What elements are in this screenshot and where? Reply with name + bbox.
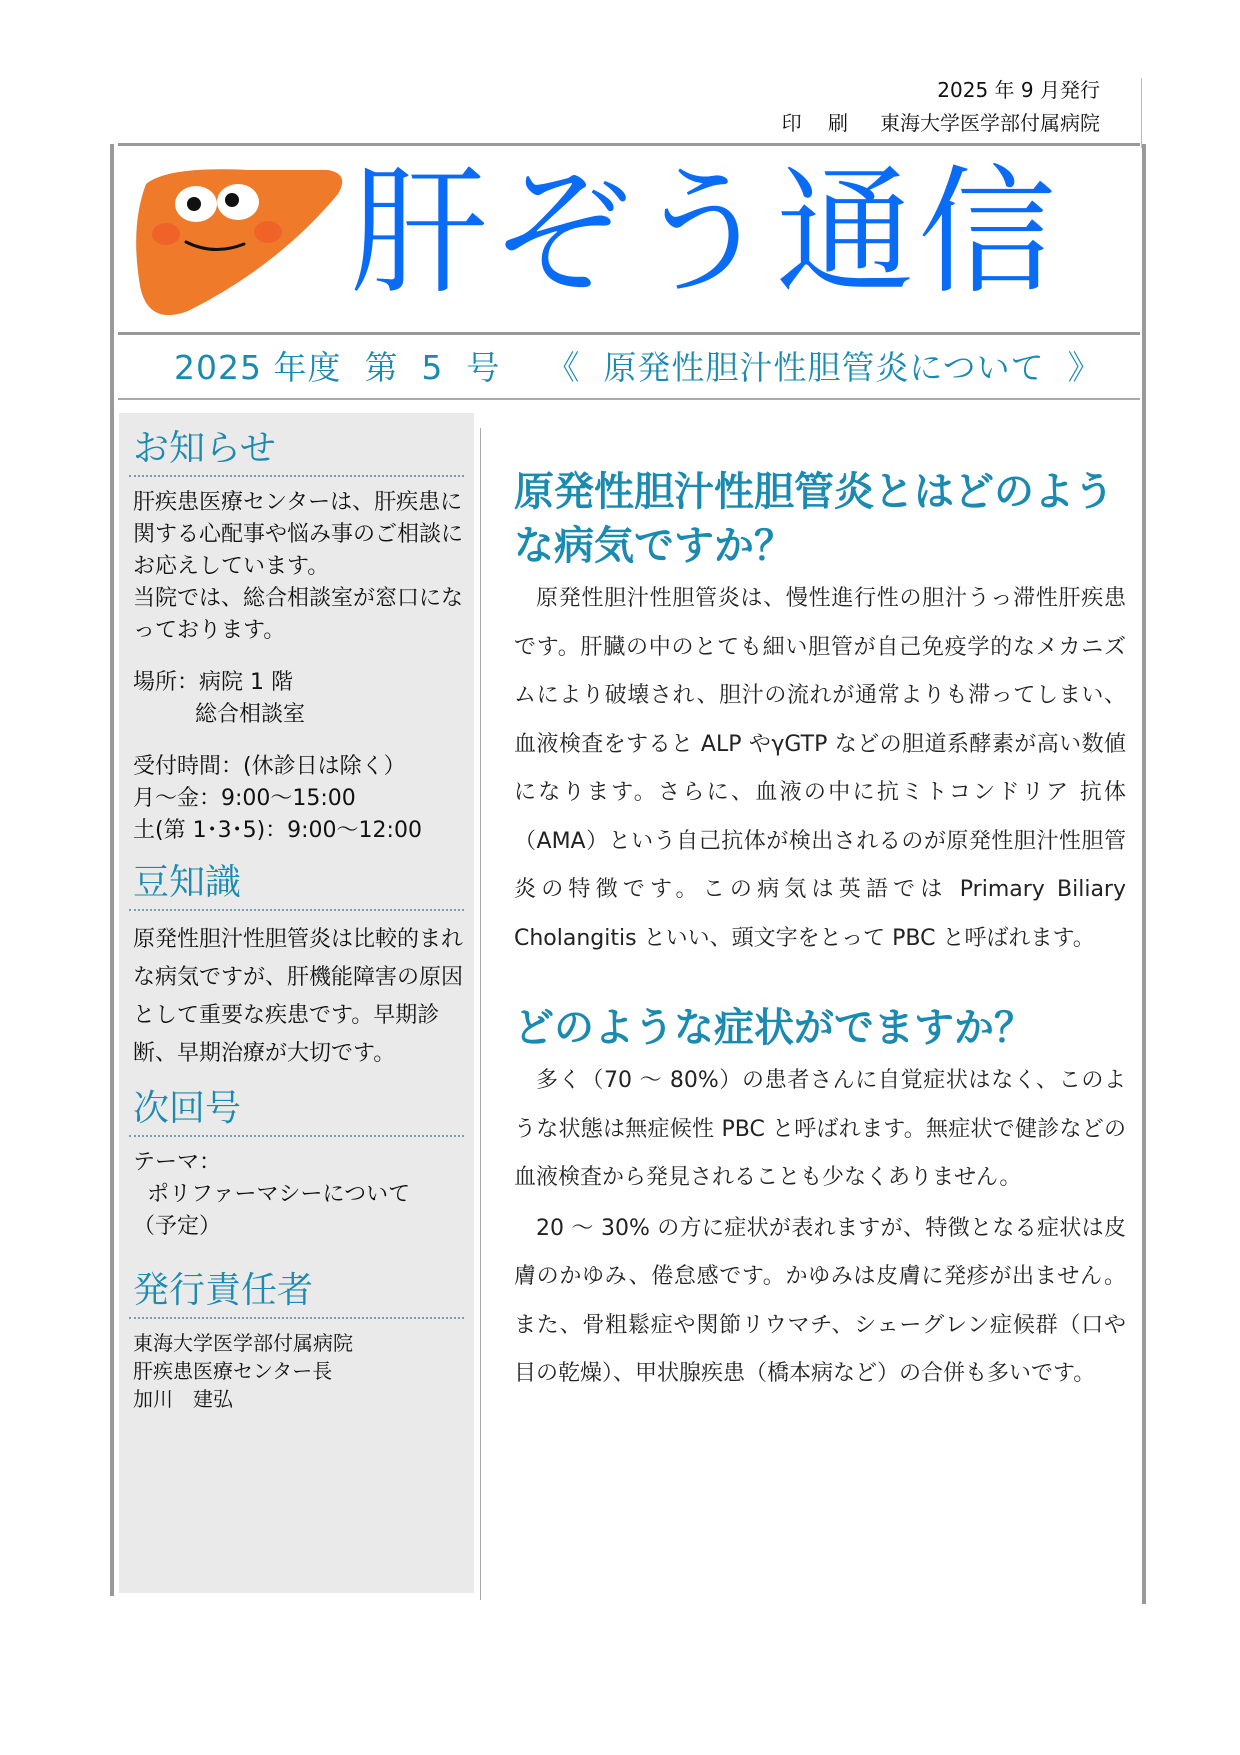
theme-label: テーマ：: [133, 1150, 222, 1175]
frame-border-right: [1142, 144, 1146, 1604]
trivia-section: [119, 847, 474, 1073]
notice-heading: お知らせ: [133, 428, 276, 469]
printer-line: [782, 107, 1100, 140]
section-what-is-pbc: [514, 465, 1126, 963]
notice-paragraph: 肝疾患医療センターは、肝疾患に関する心配事や悩み事のご相談にお応えしています。: [133, 490, 464, 579]
hours-saturday: 土(第 1･3･5)：9:00～12:00: [133, 818, 422, 843]
trivia-text: 原発性胆汁性胆管炎は比較的まれな病気ですが、肝機能障害の原因として重要な疾患です。早期診断、早期治療が大切です。: [133, 927, 464, 1066]
publisher-title: 肝疾患医療センター長: [133, 1359, 333, 1383]
issue-meta: [782, 74, 1100, 140]
masthead: [118, 143, 1140, 335]
printer-label: 印 刷: [781, 111, 858, 135]
column-divider: [480, 428, 481, 1600]
publisher-section: [119, 1255, 474, 1413]
issue-date: 2025 年 9 月発行: [937, 78, 1100, 102]
publisher-name: 加川 建弘: [133, 1387, 233, 1411]
trivia-heading: 豆知識: [133, 862, 242, 903]
publisher-org: 東海大学医学部付属病院: [133, 1331, 353, 1355]
section-heading: 原発性胆汁性胆管炎とはどのような病気ですか？: [514, 469, 1114, 569]
section-body: 20 ～ 30% の方に症状が表れますが、特徴となる症状は皮膚のかゆみ、倦怠感です。かゆみは皮膚に発疹が出ません。また、骨粗鬆症や関節リウマチ、シェーグレン症候群（口や目の乾燥）、甲状腺疾患（橋本病など）の合併も多いです。: [514, 1215, 1126, 1386]
main-article: [514, 465, 1126, 1399]
frame-border-left: [110, 144, 114, 1596]
section-heading: どのような症状がでますか？: [514, 1005, 1034, 1051]
newsletter-title: 肝ぞう通信: [350, 152, 1061, 313]
sidebar: [119, 413, 474, 1593]
hours-weekday: 月～金：9:00～15:00: [133, 786, 356, 811]
hours-label: 受付時間：(休診日は除く）: [133, 754, 406, 779]
issue-number-theme: 2025 年度 第 5 号 《 原発性胆汁性胆管炎について 》: [174, 348, 1102, 387]
liver-mascot-icon: [128, 156, 348, 321]
notice-paragraph: 当院では、総合相談室が窓口になっております。: [133, 586, 464, 643]
publisher-heading: 発行責任者: [133, 1270, 314, 1311]
location-room: 総合相談室: [195, 702, 306, 727]
next-issue-section: [119, 1073, 474, 1243]
frame-line: [1141, 78, 1142, 148]
next-issue-heading: 次回号: [133, 1088, 242, 1129]
section-body: 多く（70 ～ 80%）の患者さんに自覚症状はなく、このような状態は無症候性 PBC と呼ばれます。無症状で健診などの血液検査から発見されることも少なくありません。: [514, 1068, 1126, 1190]
section-symptoms: [514, 1001, 1126, 1399]
printer-name: 東海大学医学部付属病院: [880, 111, 1100, 135]
issue-band: [118, 332, 1140, 400]
section-body: 原発性胆汁性胆管炎は、慢性進行性の胆汁うっ滞性肝疾患です。肝臓の中のとても細い胆管が自己免疫学的なメカニズムにより破壊され、胆汁の流れが通常よりも滞ってしまい、血液検査をすると ALP やγGTP などの胆道系酵素が高い数値になります。さらに、血液の中に抗ミトコンドリア 抗体（AMA）という自己抗体が検出されるのが原発性胆汁性胆管炎の特徴です。この病気は英語では Primary Biliary Cholangitis といい、頭文字をとって PBC と呼ばれます。: [514, 586, 1126, 951]
location-label: 場所：病院 1 階: [133, 670, 293, 695]
next-theme: ポリファーマシーについて: [147, 1182, 411, 1207]
notice-section: [119, 413, 474, 847]
next-theme-note: （予定）: [133, 1214, 222, 1239]
